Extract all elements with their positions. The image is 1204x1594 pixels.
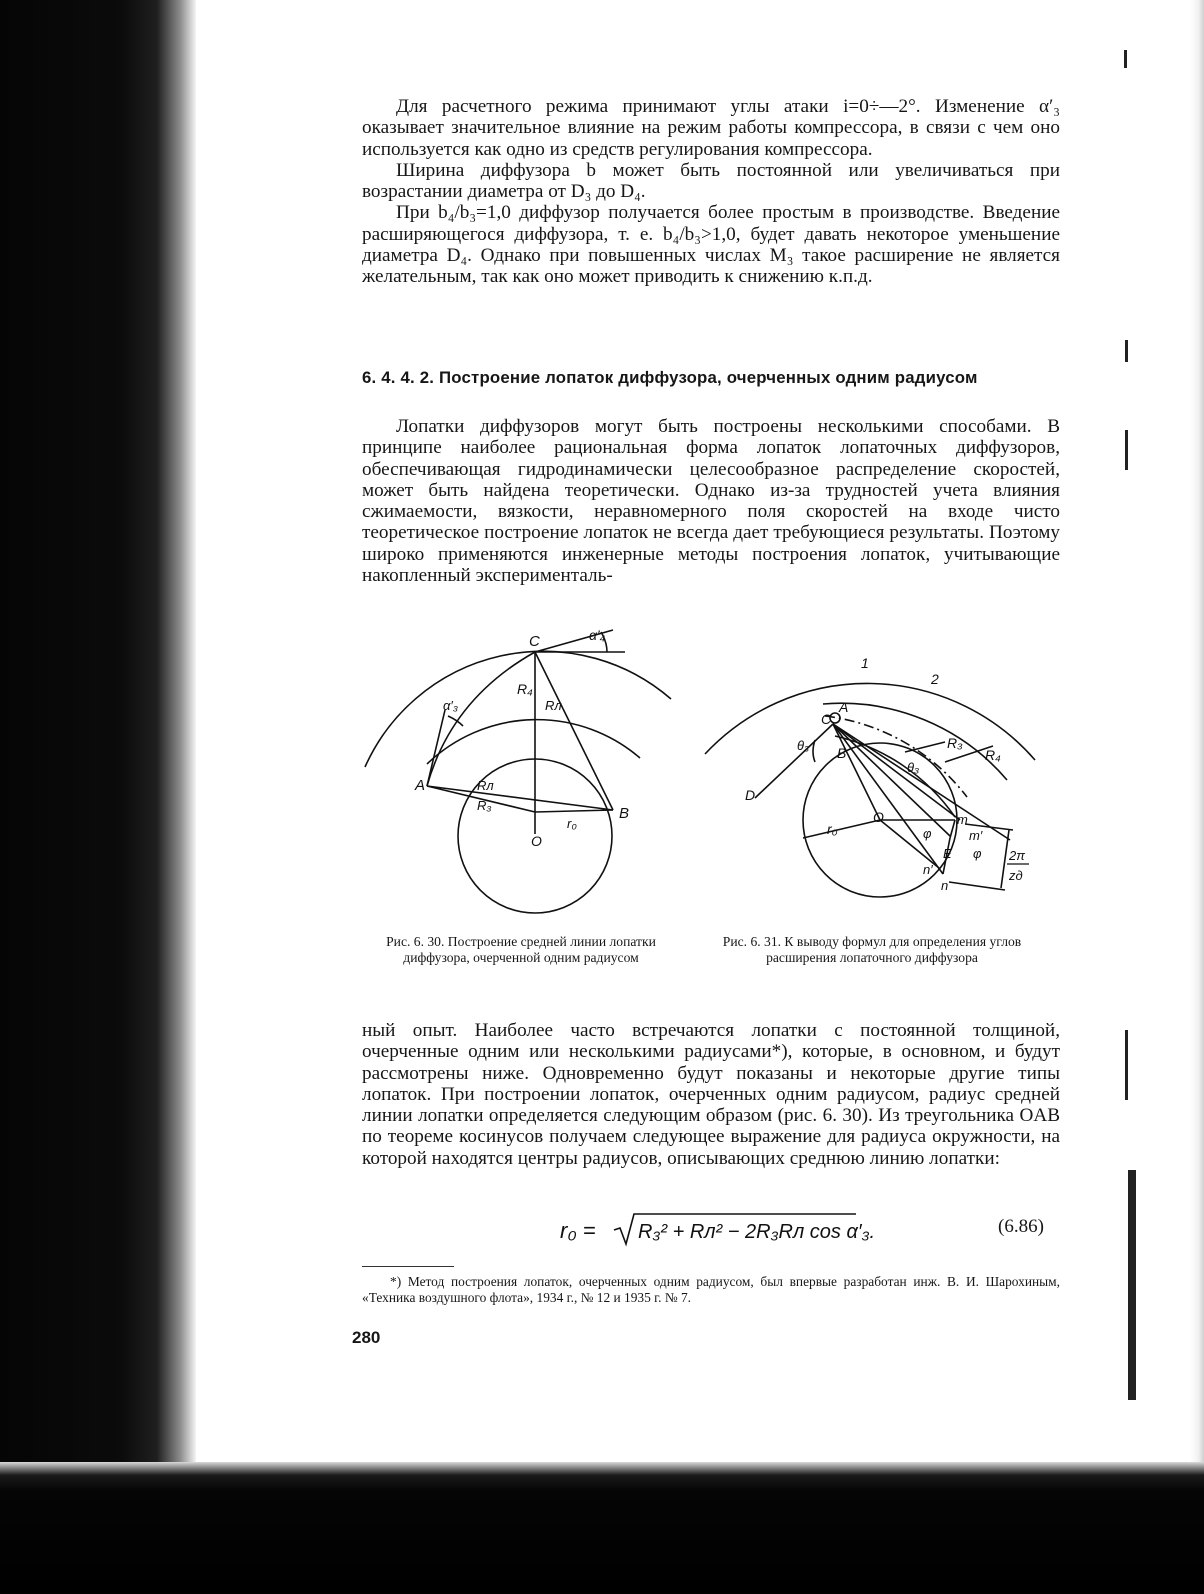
radius-r3 [905, 742, 945, 752]
point-label: A [839, 699, 849, 715]
scan-mark [1128, 1170, 1136, 1400]
section-heading: 6. 4. 4. 2. Построение лопаток диффузора, очерченных одним радиусом [362, 368, 978, 387]
line-ob [535, 810, 613, 812]
radius-label: r₀ [567, 816, 577, 831]
formula-number: (6.86) [998, 1216, 1044, 1237]
point-label: O [873, 809, 884, 825]
formula-lhs: r₀ = [560, 1218, 596, 1243]
radius-label: R₄ [985, 747, 1001, 763]
point-label: m′ [969, 828, 983, 843]
fraction-denominator: zд [1009, 868, 1023, 883]
curve-label: 1 [861, 655, 869, 671]
point-label: D [745, 787, 756, 803]
page-number: 280 [352, 1328, 381, 1347]
dim-line [1001, 830, 1009, 888]
point-label: m [957, 812, 968, 827]
point-label: n [941, 878, 949, 893]
paragraph: При b₄/b₃=1,0 диффузор получается более простым в производстве. Введение расширяющегося диффузора, т. е. b₄/b₃>1,0, будет давать некоторое уменьшение диаметра D₄. Однако при повышенных числах M₃ такое расширение не является желательным, так как оно может приводить к снижению к.п.д. [362, 202, 1060, 288]
scan-mark [1124, 50, 1127, 68]
angle-label: θ₃ [797, 738, 810, 753]
dim-line [949, 882, 1005, 890]
paragraph: Ширина диффузора b может быть постоянной или увеличиваться при возрастании диаметра от D₃ до D₄. [362, 159, 1060, 203]
angle-label: φ [923, 826, 932, 841]
point-label: E [943, 846, 952, 861]
point-label: C [529, 633, 540, 650]
point-label: B [619, 805, 630, 822]
scan-mark [1125, 430, 1128, 470]
footnote-divider [362, 1266, 454, 1267]
figure-30-caption: Рис. 6. 30. Построение средней линии лопатки диффузора, очерченной одним радиусом [386, 934, 656, 965]
angle-label: α′₃ [443, 698, 459, 713]
outer-arc [365, 651, 671, 767]
scan-shadow-right [1190, 0, 1204, 1470]
radius-label: Rл [545, 698, 562, 713]
point-label: B [837, 745, 847, 761]
angle-arc [813, 740, 815, 762]
intro-paragraphs [362, 96, 1060, 288]
curve-label: 2 [931, 671, 939, 687]
scan-mark [1125, 340, 1128, 362]
paragraph: ный опыт. Наиболее часто встречаются лопатки с постоянной толщиной, очерченные одним или несколькими радиусами*), которые, в основном, и будут рассмотрены ниже. Одновременно будут показаны и некоторые другие типы лопаток. При построении лопаток, очерченных одним радиусом, радиус средней линии лопатки определяется следующим образом (рис. 6. 30). Из треугольника OAB по теореме косинусов получаем следующее выражение для радиуса окружности, на которой находятся центры радиусов, описывающих среднюю линию лопатки: [362, 1020, 1060, 1169]
segment [950, 820, 955, 838]
formula-graphic [560, 1210, 960, 1250]
radius-label: Rл [477, 778, 494, 793]
formula-6-86 [560, 1210, 960, 1246]
footnote: *) Метод построения лопаток, очерченных одним радиусом, был впервые разработан инж. В. И. Шарохиным, «Техника воздушного флота», 1934 г., № 12 и 1935 г. № 7. [362, 1274, 1060, 1305]
line-cb [535, 652, 613, 810]
line-b [833, 724, 1010, 840]
paragraph: Для расчетного режима принимают углы атаки i=0÷—2°. Изменение α′₃ оказывает значительное влияние на режим работы компрессора, в связи с чем оно используется как одно из средств регулирования компрессора. [362, 96, 1060, 160]
formula-radicand: R₃² + Rл² − 2R₃Rл cos α′₃. [638, 1221, 876, 1243]
scan-shadow-left [0, 0, 196, 1594]
radius-label: R₄ [517, 681, 533, 697]
angle-label: θ₃ [907, 760, 920, 775]
angle-label: φ [973, 846, 982, 861]
radius-r0 [803, 820, 880, 838]
fraction-numerator: 2π [1009, 848, 1025, 863]
scan-shadow-bottom [0, 1462, 1204, 1594]
point-label: n′ [923, 862, 933, 877]
radius-label: r₀ [827, 821, 838, 837]
angle-label: α′₄ [589, 627, 606, 643]
point-label: A [415, 777, 426, 794]
point-label: O [531, 833, 542, 849]
figure-31-caption: Рис. 6. 31. К выводу формул для определения углов расширения лопаточного диффузора [722, 934, 1022, 965]
point-label: C [821, 711, 832, 727]
radius-label: R₃ [947, 735, 963, 751]
figure-30-drawing [365, 630, 671, 913]
middle-arc [427, 720, 640, 764]
radius-label: R₃ [477, 798, 492, 813]
figures [345, 612, 1065, 930]
scan-mark [1125, 1030, 1128, 1100]
line-d [755, 724, 833, 798]
line-ab [427, 786, 613, 810]
paragraph: Лопатки диффузоров могут быть построены несколькими способами. В принципе наиболее рациональная форма лопаток лопаточных диффузоров, обеспечивающая гидродинамически целесообразное распределение скоростей, может быть найдена теоретически. Однако из-за трудностей учета влияния сжимаемости, вязкости, неравномерного поля скоростей на входе чисто теоретическое построение лопаток не всегда дает требующиеся результаты. Поэтому широко применяются инженерные методы построения лопаток, учитывающие накопленный эксперименталь- [362, 416, 1060, 587]
line-ob [833, 724, 880, 820]
